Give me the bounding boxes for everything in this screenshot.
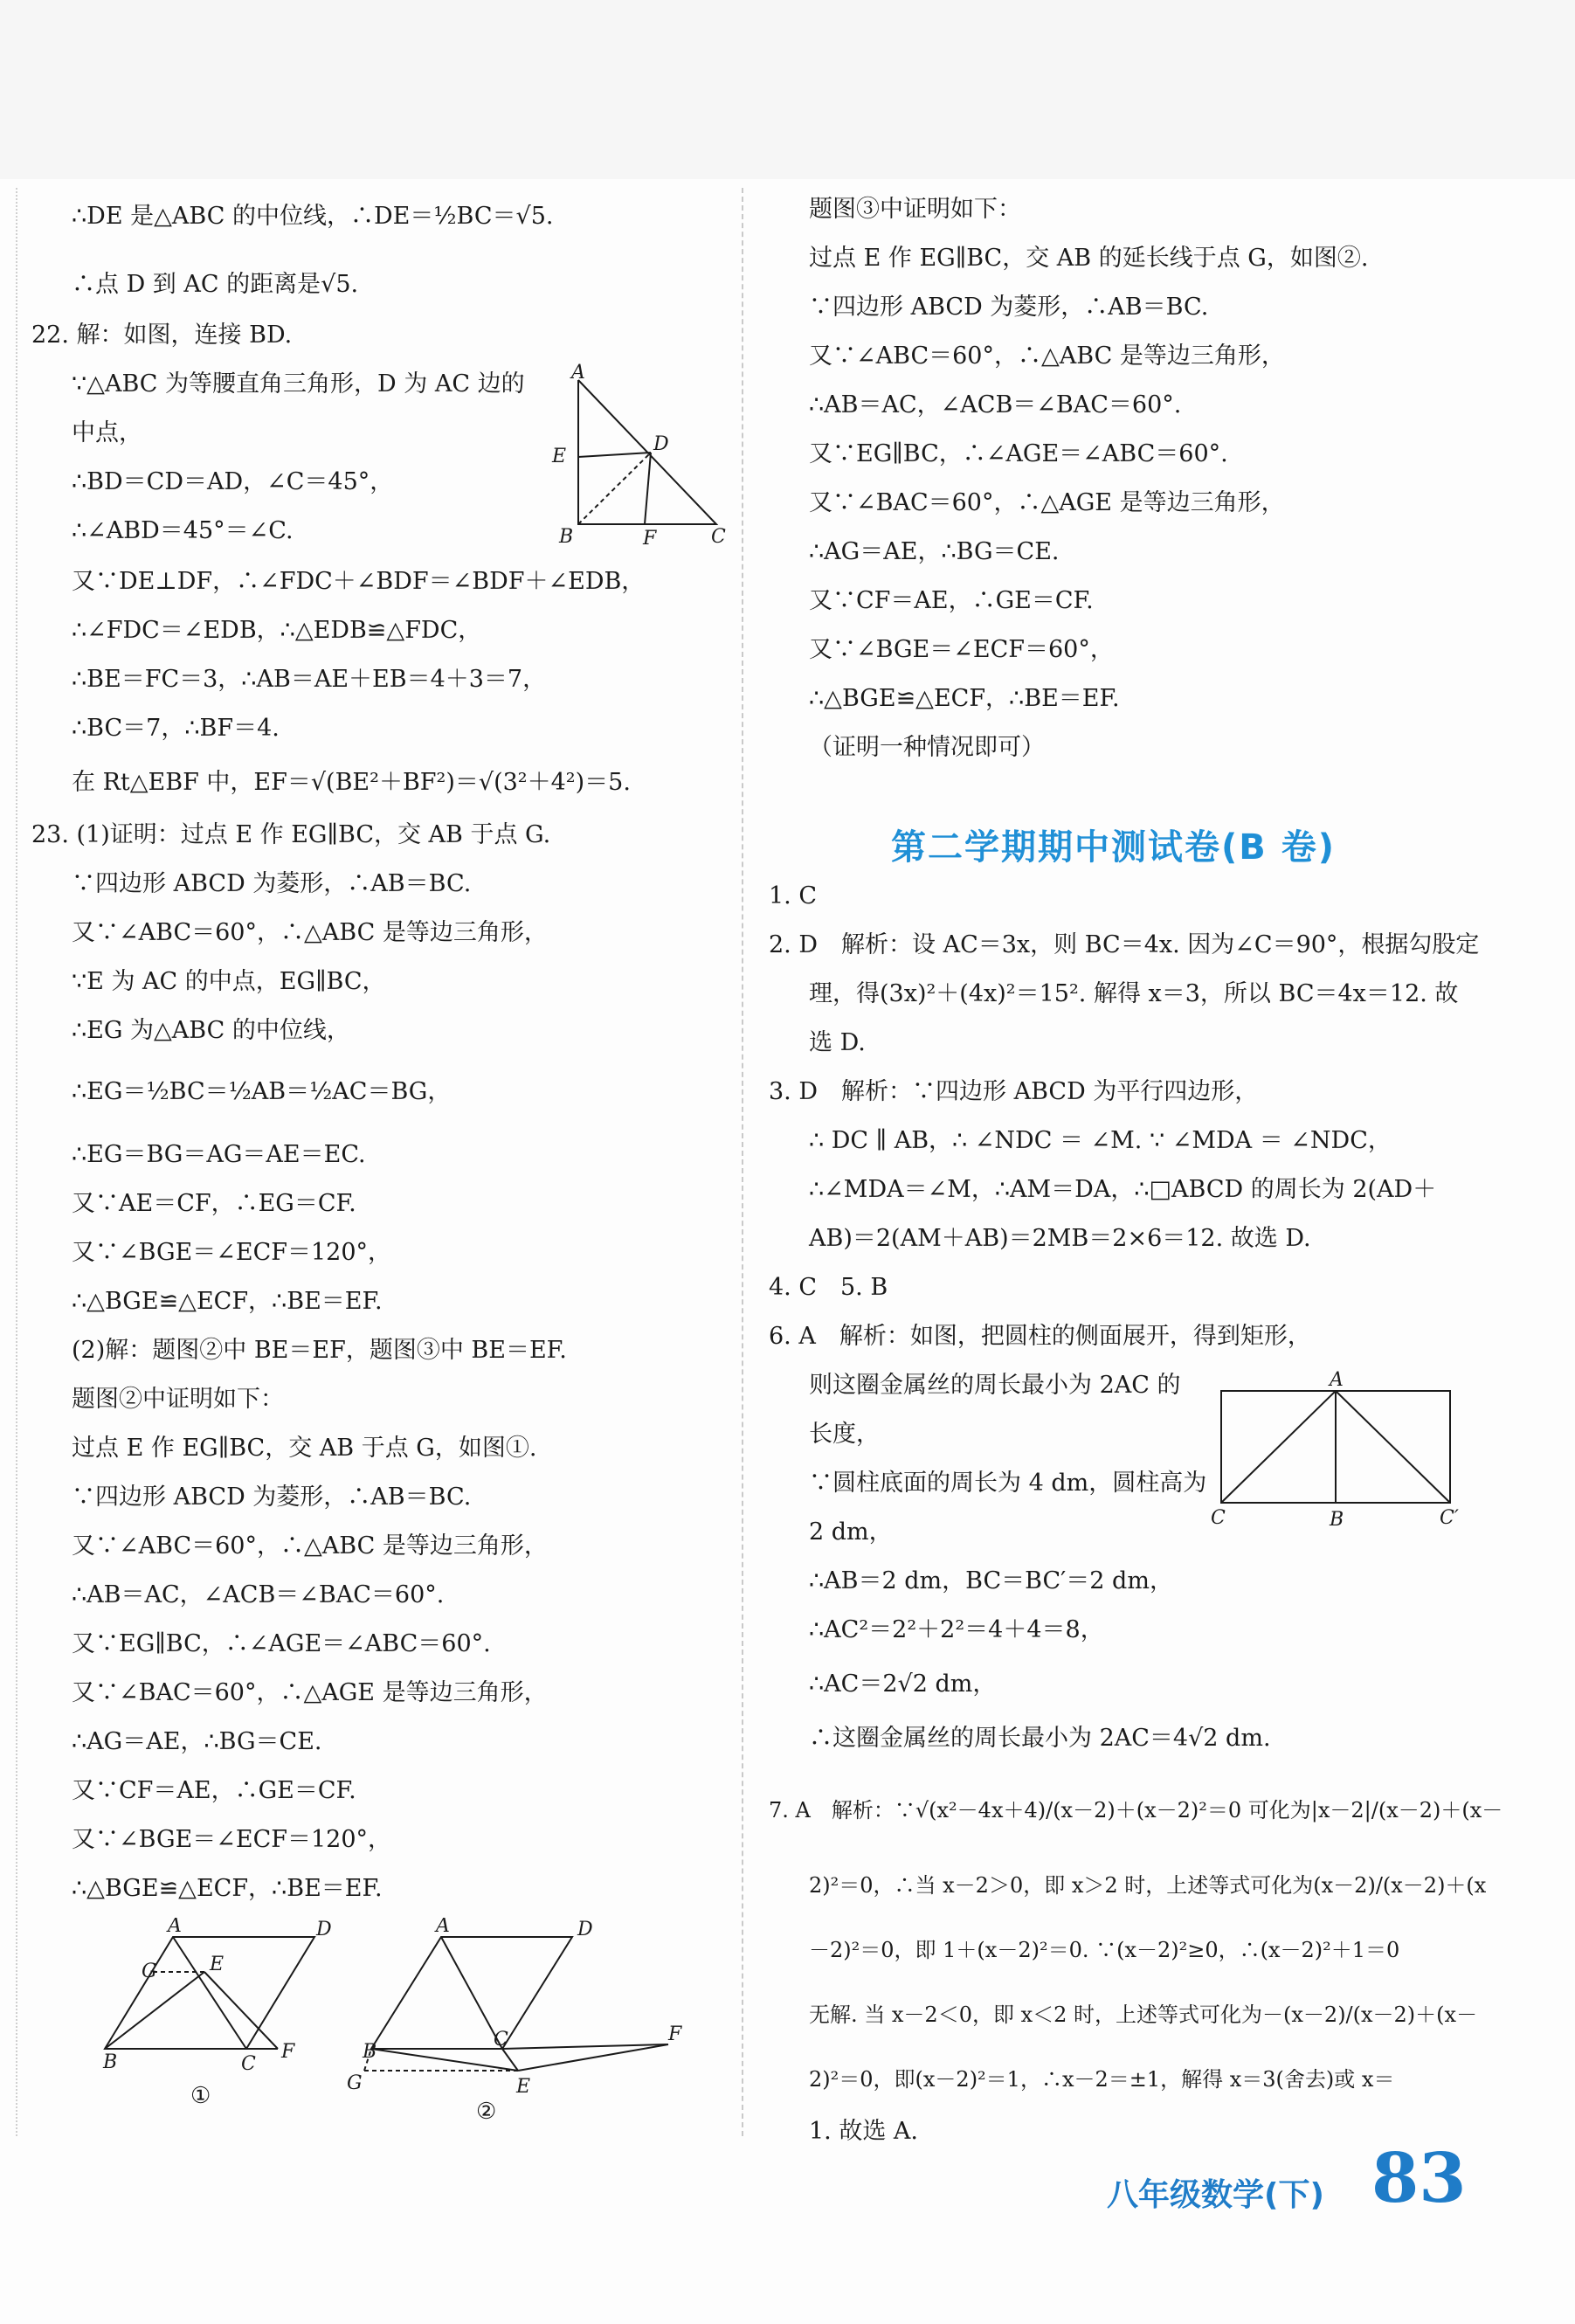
answer-line: 2. D 解析：设 AC＝3x，则 BC＝4x. 因为∠C＝90°，根据勾股定 [769,931,1480,958]
text-line: 又∵CF＝AE，∴GE＝CF. [809,587,1094,614]
answer-line: 2 dm， [809,1518,893,1546]
text-line: 题图②中证明如下： [72,1386,284,1413]
text-line: ∴BE＝FC＝3，∴AB＝AE＋EB＝4＋3＝7， [72,666,547,693]
text-line: 又∵∠BAC＝60°，∴△AGE 是等边三角形， [809,489,1285,516]
text-line: ∴∠FDC＝∠EDB，∴△EDB≌△FDC， [72,617,482,644]
answer-line: 长度， [809,1421,880,1448]
text-line: ∵E 为 AC 的中点，EG∥BC， [72,968,386,995]
svg-text:C: C [711,526,726,548]
text-line: ∴DE 是△ABC 的中位线，∴DE＝½BC＝√5. [72,203,554,230]
text-line: 中点， [72,419,142,446]
figure-1-label: ① [190,2083,211,2106]
text-line: ∴∠ABD＝45°＝∠C. [72,517,294,544]
footer-grade-label: 八年级数学(下) [1107,2177,1324,2213]
page-top-margin [0,0,1575,179]
text-line: 又∵AE＝CF，∴EG＝CF. [72,1190,356,1217]
svg-text:F: F [281,2041,295,2063]
svg-text:B: B [103,2051,118,2073]
text-line: ∴AG＝AE，∴BG＝CE. [809,538,1060,565]
text-line: 过点 E 作 EG∥BC，交 AB 的延长线于点 G，如图②. [809,245,1369,272]
answer-line: 选 D. [809,1029,866,1056]
text-line: ∵四边形 ABCD 为菱形，∴AB＝BC. [72,1484,472,1511]
svg-text:G: G [142,1961,157,1982]
rhombus-figure-2 [345,1918,694,2123]
answer-line: 无解. 当 x－2＜0，即 x＜2 时，上述等式可化为－(x－2)/(x－2)＋(x－ [809,2002,1478,2027]
text-line: 23. (1)证明：过点 E 作 EG∥BC，交 AB 于点 G. [31,821,551,848]
svg-text:E: E [552,446,567,467]
answer-line: 6. A 解析：如图，把圆柱的侧面展开，得到矩形， [769,1323,1311,1350]
answer-line: 则这圈金属丝的周长最小为 2AC 的 [809,1372,1181,1399]
text-line: ∴△BGE≌△ECF，∴BE＝EF. [72,1288,383,1315]
answer-line: ∴AC＝2√2 dm， [809,1670,997,1698]
page-number: 83 [1371,2139,1467,2218]
answer-line: 3. D 解析：∵四边形 ABCD 为平行四边形， [769,1078,1259,1105]
triangle-figure-q22 [542,363,743,555]
text-line: ∴AB＝AC，∠ACB＝∠BAC＝60°. [72,1581,445,1608]
text-line: ∴点 D 到 AC 的距离是√5. [72,271,359,298]
text-line: ∴BC＝7，∴BF＝4. [72,715,280,742]
section-title: 第二学期期中测试卷(B 卷) [891,827,1336,868]
text-line: ∴AB＝AC，∠ACB＝∠BAC＝60°. [809,391,1182,418]
text-line: 又∵∠BGE＝∠ECF＝120°， [72,1826,392,1853]
answer-line: －2)²＝0，即 1＋(x－2)²＝0. ∵(x－2)²≥0，∴(x－2)²＋1＝0 [809,1938,1400,1962]
svg-text:E: E [516,2076,531,2098]
svg-text:D: D [653,433,669,455]
binding-edge [16,188,17,2136]
rhombus-figure-1 [87,1918,349,2106]
text-line: 又∵∠BGE＝∠ECF＝120°， [72,1239,392,1266]
text-line: ∴△BGE≌△ECF，∴BE＝EF. [809,685,1120,712]
svg-text:A: A [436,1918,450,1937]
answer-line: ∴∠MDA＝∠M，∴AM＝DA，∴□ABCD 的周长为 2(AD＋ [809,1176,1437,1203]
svg-text:A: A [571,363,585,384]
answer-line: ∴AC²＝2²＋2²＝4＋4＝8， [809,1616,1104,1643]
svg-text:C: C [1211,1507,1226,1529]
answer-line: ∵圆柱底面的周长为 4 dm，圆柱高为 [809,1470,1207,1497]
text-line: ∴AG＝AE，∴BG＝CE. [72,1728,322,1755]
text-line: 又∵∠ABC＝60°，∴△ABC 是等边三角形， [809,342,1285,370]
text-line: 在 Rt△EBF 中，EF＝√(BE²＋BF²)＝√(3²＋4²)＝5. [72,769,631,796]
text-line: (2)解：题图②中 BE＝EF，题图③中 BE＝EF. [72,1337,567,1364]
answer-line: ∴这圈金属丝的周长最小为 2AC＝4√2 dm. [809,1725,1271,1752]
text-line: ∴△BGE≌△ECF，∴BE＝EF. [72,1875,383,1902]
text-line: 又∵∠ABC＝60°，∴△ABC 是等边三角形， [72,919,548,946]
answer-line: 1. C [769,882,818,910]
svg-text:F: F [643,528,657,550]
answer-line: AB)＝2(AM＋AB)＝2MB＝2×6＝12. 故选 D. [809,1225,1311,1252]
svg-text:B: B [363,2041,377,2063]
text-line: 又∵EG∥BC，∴∠AGE＝∠ABC＝60°. [809,440,1228,467]
text-line: 又∵∠ABC＝60°，∴△ABC 是等边三角形， [72,1532,548,1560]
text-line: ∴BD＝CD＝AD，∠C＝45°， [72,468,394,495]
answer-line: 7. A 解析：∵√(x²－4x＋4)/(x－2)＋(x－2)²＝0 可化为|x－2|/(x－2)＋(x－ [769,1798,1503,1823]
answer-line: 2)²＝0，∴当 x－2＞0，即 x＞2 时，上述等式可化为(x－2)/(x－2)＋(x [809,1873,1487,1898]
text-line: ∴EG 为△ABC 的中位线， [72,1017,350,1044]
text-line: 题图③中证明如下： [809,196,1021,223]
text-line: 又∵CF＝AE，∴GE＝CF. [72,1777,356,1804]
svg-text:A: A [168,1918,182,1937]
svg-text:D: D [577,1919,593,1940]
svg-text:C′: C′ [1440,1507,1459,1529]
text-line: ∵四边形 ABCD 为菱形，∴AB＝BC. [809,294,1209,321]
text-line: ∴EG＝BG＝AG＝AE＝EC. [72,1141,366,1168]
answer-line: 2)²＝0，即(x－2)²＝1，∴x－2＝±1，解得 x＝3(舍去)或 x＝ [809,2067,1395,2092]
text-line: 又∵∠BGE＝∠ECF＝60°， [809,636,1114,663]
text-line: ∵四边形 ABCD 为菱形，∴AB＝BC. [72,870,472,897]
figure-2-label: ② [476,2099,497,2123]
answer-line: ∴ DC ∥ AB，∴ ∠NDC ＝ ∠M. ∵ ∠MDA ＝ ∠NDC， [809,1127,1392,1154]
text-line: ∴EG＝½BC＝½AB＝½AC＝BG， [72,1078,452,1105]
svg-text:F: F [668,2023,682,2045]
svg-text:D: D [316,1919,332,1940]
text-line: 又∵DE⊥DF，∴∠FDC＋∠BDF＝∠BDF＋∠EDB， [72,568,646,595]
text-line: 又∵∠BAC＝60°，∴△AGE 是等边三角形， [72,1679,548,1706]
svg-text:E: E [210,1954,225,1975]
answer-line: 4. C 5. B [769,1274,888,1301]
text-line: 又∵EG∥BC，∴∠AGE＝∠ABC＝60°. [72,1630,491,1657]
svg-text:C: C [494,2029,508,2051]
svg-text:A: A [1330,1369,1344,1391]
svg-text:B: B [559,526,574,548]
answer-line: 1. 故选 A. [809,2118,919,2145]
text-line: 22. 解：如图，连接 BD. [31,322,293,349]
cylinder-unrolled-figure [1205,1363,1468,1538]
svg-text:B: B [1330,1509,1344,1531]
svg-text:G: G [347,2072,363,2094]
svg-text:C: C [241,2053,256,2075]
answer-line: 理，得(3x)²＋(4x)²＝15². 解得 x＝3，所以 BC＝4x＝12. 故 [809,980,1459,1007]
text-line: 过点 E 作 EG∥BC，交 AB 于点 G，如图①. [72,1435,537,1462]
text-line: ∵△ABC 为等腰直角三角形，D 为 AC 边的 [72,370,525,398]
answer-line: ∴AB＝2 dm，BC＝BC′＝2 dm， [809,1567,1173,1594]
text-line: （证明一种情况即可） [809,734,1045,761]
